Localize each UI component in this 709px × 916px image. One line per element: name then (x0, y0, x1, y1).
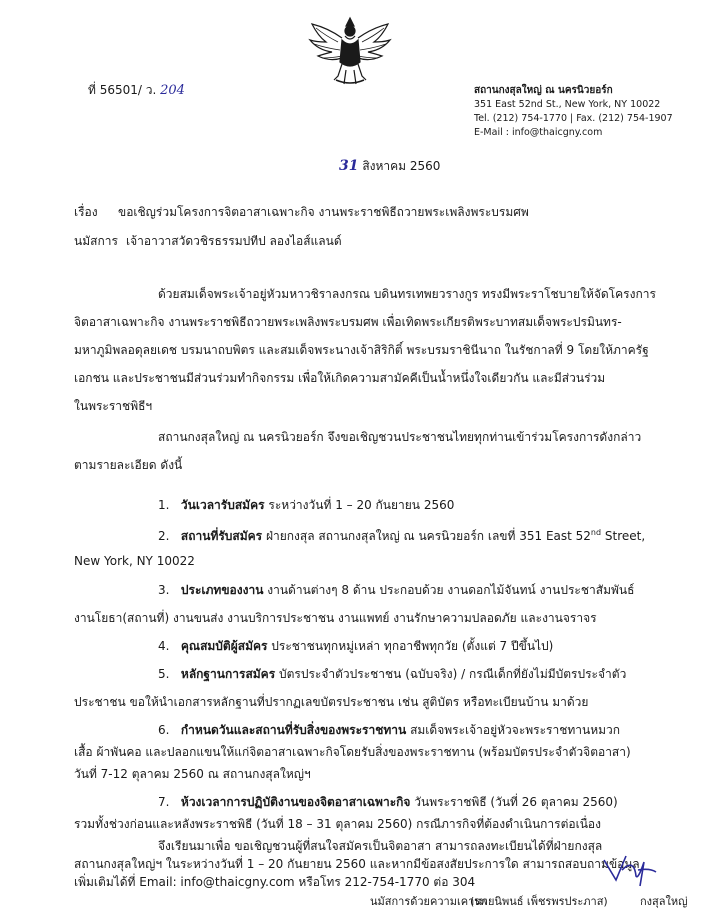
date-day-handwritten: 31 (339, 158, 359, 174)
signature-closing: นมัสการด้วยความเคารพ (370, 895, 488, 908)
item-continuation: New York, NY 10022 (74, 554, 195, 568)
list-item (158, 722, 620, 738)
intro-line: ด้วยสมเด็จพระเจ้าอยู่หัวมหาวชิราลงกรณ บดินทรเทพยวรางกูร ทรงมีพระราโชบายให้จัดโครงการ (158, 287, 656, 301)
item-continuation: วันที่ 7-12 ตุลาคม 2560 ณ สถานกงสุลใหญ่ฯ (74, 767, 311, 781)
item-title: ห้วงเวลาการปฏิบัติงานของจิตอาสาเฉพาะกิจ (180, 795, 411, 809)
item-number: 3. (158, 583, 170, 597)
contact-email: E-Mail : info@thaicgny.com (474, 127, 603, 138)
item-title: ประเภทของงาน (180, 583, 264, 597)
salutation-label: นมัสการ (74, 234, 118, 248)
item-continuation: งานโยธา(สถานที่) งานขนส่ง งานบริการประชาชน งานแพทย์ งานรักษาความปลอดภัย และงานจราจร (74, 611, 597, 625)
item-text: งานด้านต่างๆ 8 ด้าน ประกอบด้วย งานดอกไม้จันทน์ งานประชาสัมพันธ์ (267, 583, 635, 597)
intro-line: ในพระราชพิธีฯ (74, 399, 153, 413)
contact-address: 351 East 52nd St., New York, NY 10022 (474, 99, 661, 110)
item-number: 2. (158, 529, 170, 543)
date-month-year: สิงหาคม 2560 (362, 159, 441, 173)
item-title: วันเวลารับสมัคร (180, 498, 265, 512)
item-continuation: ประชาชน ขอให้นำเอกสารหลักฐานที่ปรากฏเลขบัตรประชาชน เช่น สูติบัตร หรือทะเบียนบ้าน มาด้วย (74, 695, 589, 709)
list-item (158, 497, 454, 513)
contact-org: สถานกงสุลใหญ่ ณ นครนิวยอร์ก (474, 85, 613, 96)
invite-line: สถานกงสุลใหญ่ ณ นครนิวยอร์ก จึงขอเชิญชวนประชาชนไทยทุกท่านเข้าร่วมโครงการดังกล่าว (158, 430, 642, 444)
list-item (158, 666, 626, 682)
closing-line: เพิ่มเติมได้ที่ Email: info@thaicgny.com หรือโทร 212-754-1770 ต่อ 304 (74, 875, 476, 889)
item-title: สถานที่รับสมัคร (180, 529, 263, 543)
item-number: 4. (158, 639, 170, 653)
signatory-position: กงสุลใหญ่ (640, 895, 688, 908)
item-text: บัตรประจำตัวประชาชน (ฉบับจริง) / กรณีเด็กที่ยังไม่มีบัตรประจำตัว (278, 667, 627, 681)
contact-phone: Tel. (212) 754-1770 | Fax. (212) 754-1907 (474, 113, 673, 124)
item-title: คุณสมบัติผู้สมัคร (180, 639, 268, 653)
item-superscript: nd (590, 528, 602, 537)
item-text-after: Street, (601, 529, 646, 543)
garuda-emblem-icon (308, 14, 392, 88)
list-item (158, 794, 618, 810)
list-item (158, 638, 553, 654)
subject-text: ขอเชิญร่วมโครงการจิตอาสาเฉพาะกิจ งานพระราชพิธีถวายพระเพลิงพระบรมศพ (118, 205, 529, 219)
item-number: 7. (158, 795, 170, 809)
item-text: ประชาชนทุกหมู่เหล่า ทุกอาชีพทุกวัย (ตั้งแต่ 7 ปีขึ้นไป) (271, 639, 554, 653)
item-text: สมเด็จพระเจ้าอยู่หัวจะพระราชทานหมวก (410, 723, 621, 737)
intro-line: มหาภูมิพลอดุลยเดช บรมนาถบพิตร และสมเด็จพระนางเจ้าสิริกิติ์ พระบรมราชินีนาถ ในรัชกาลที่ 9 โดยให้ภาครัฐ (74, 343, 649, 357)
list-item (158, 582, 634, 598)
salutation-text: เจ้าอาวาสวัดวชิรธรรมปทีป ลองไอส์แลนด์ (126, 234, 342, 248)
item-text: ระหว่างวันที่ 1 – 20 กันยายน 2560 (268, 498, 455, 512)
contact-block (474, 84, 673, 140)
closing-line: สถานกงสุลใหญ่ฯ ในระหว่างวันที่ 1 – 20 กันยายน 2560 และหากมีข้อสงสัยประการใด สามารถสอบถามข้อมูล (74, 857, 640, 871)
list-item (158, 525, 645, 544)
item-number: 5. (158, 667, 170, 681)
item-text: วันพระราชพิธี (วันที่ 26 ตุลาคม 2560) (414, 795, 618, 809)
item-continuation: รวมทั้งช่วงก่อนและหลังพระราชพิธี (วันที่ 18 – 31 ตุลาคม 2560) กรณีภารกิจที่ต้องดำเนินการต่อเนื่อง (74, 817, 601, 831)
reference-prefix: ที่ 56501/ ว. (88, 83, 157, 97)
intro-line: จิตอาสาเฉพาะกิจ งานพระราชพิธีถวายพระเพลิงพระบรมศพ เพื่อเทิดพระเกียรติพระบาทสมเด็จพระปรมินทร- (74, 315, 622, 329)
reference-number (88, 82, 185, 99)
signatory-name: (นายนิพนธ์ เพ็ชรพรประภาส) (470, 895, 608, 908)
invite-line: ตามรายละเอียด ดังนี้ (74, 458, 183, 472)
item-number: 6. (158, 723, 170, 737)
subject-label: เรื่อง (74, 205, 98, 219)
reference-number-handwritten: 204 (160, 83, 185, 98)
item-number: 1. (158, 498, 170, 512)
closing-line: จึงเรียนมาเพื่อ ขอเชิญชวนผู้ที่สนใจสมัครเป็นจิตอาสา สามารถลงทะเบียนได้ที่ฝ่ายกงสุล (158, 839, 603, 853)
item-title: กำหนดวันและสถานที่รับสิ่งของพระราชทาน (180, 723, 407, 737)
letter-date (339, 158, 440, 174)
intro-line: เอกชน และประชาชนมีส่วนร่วมทำกิจกรรม เพื่อให้เกิดความสามัคคีเป็นน้ำหนึ่งใจเดียวกัน และมีส่วนร่วม (74, 371, 606, 385)
item-title: หลักฐานการสมัคร (180, 667, 276, 681)
item-text: ฝ่ายกงสุล สถานกงสุลใหญ่ ณ นครนิวยอร์ก เลขที่ 351 East 52 (265, 529, 591, 543)
item-continuation: เสื้อ ผ้าพันคอ และปลอกแขนให้แก่จิตอาสาเฉพาะกิจโดยรับสิ่งของพระราชทาน (พร้อมบัตรประจำตัวจิตอาสา) (74, 745, 631, 759)
handwritten-signature (600, 850, 660, 890)
